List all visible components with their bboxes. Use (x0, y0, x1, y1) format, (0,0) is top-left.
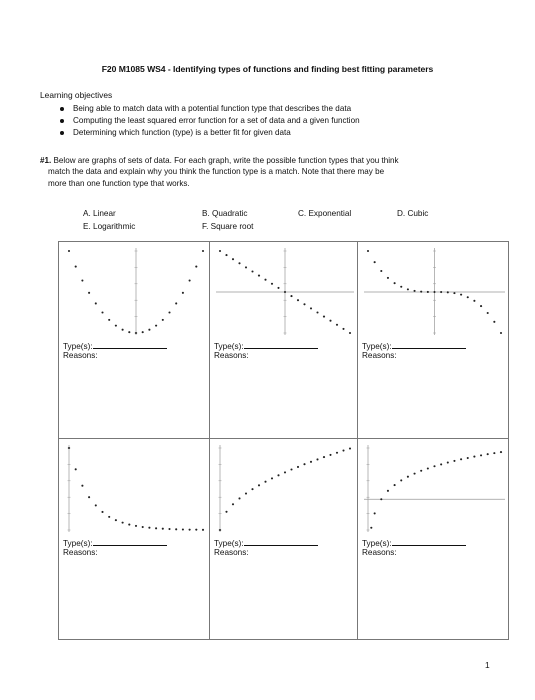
data-point (297, 299, 299, 301)
data-point (440, 291, 442, 293)
data-point (480, 305, 482, 307)
data-point (195, 529, 197, 531)
data-point (155, 325, 157, 327)
graph-cell-6 (358, 439, 509, 640)
data-point (387, 490, 389, 492)
data-point (81, 279, 83, 281)
data-point (407, 476, 409, 478)
data-point (303, 303, 305, 305)
data-point (329, 454, 331, 456)
option-a: A. Linear (83, 209, 116, 218)
data-point (380, 270, 382, 272)
data-point (175, 528, 177, 530)
data-point (407, 288, 409, 290)
data-point (342, 450, 344, 452)
graph-6 (358, 439, 508, 535)
data-point (128, 331, 130, 333)
data-point (277, 287, 279, 289)
data-point (290, 468, 292, 470)
data-point (95, 504, 97, 506)
data-point (323, 456, 325, 458)
data-point (245, 266, 247, 268)
data-point (433, 291, 435, 293)
data-point (342, 328, 344, 330)
data-point (81, 485, 83, 487)
data-point (122, 522, 124, 524)
data-point (251, 488, 253, 490)
data-point (460, 294, 462, 296)
data-point (219, 529, 221, 531)
objective-item: Being able to match data with a potential function type that describes the data (58, 103, 360, 115)
learning-objectives-list (58, 103, 360, 139)
data-point (175, 302, 177, 304)
data-point (440, 463, 442, 465)
data-point (380, 498, 382, 500)
option-c: C. Exponential (298, 209, 352, 218)
graph-cell-4 (58, 439, 210, 640)
type-label: Type(s): (362, 342, 392, 351)
graph-3-plot (358, 242, 509, 338)
data-point (460, 458, 462, 460)
data-point (400, 286, 402, 288)
data-point (414, 473, 416, 475)
data-point (453, 292, 455, 294)
data-point (487, 453, 489, 455)
option-b: B. Quadratic (202, 209, 248, 218)
data-point (284, 291, 286, 293)
reasons-label: Reasons: (63, 351, 98, 360)
data-point (122, 329, 124, 331)
data-point (108, 516, 110, 518)
graph-cell-2 (210, 241, 358, 439)
objective-item: Determining which function (type) is a better fit for given data (58, 127, 360, 139)
data-point (447, 462, 449, 464)
data-point (68, 250, 70, 252)
data-point (68, 447, 70, 449)
graph-3 (358, 242, 508, 338)
data-point (500, 451, 502, 453)
data-point (473, 456, 475, 458)
option-e: E. Logarithmic (83, 222, 136, 231)
data-point (297, 466, 299, 468)
data-point (162, 319, 164, 321)
data-point (336, 452, 338, 454)
graph-5-plot (210, 439, 358, 535)
learning-objectives-heading: Learning objectives (40, 90, 113, 100)
type-label: Type(s): (214, 539, 244, 548)
type-label: Type(s): (214, 342, 244, 351)
data-point (394, 484, 396, 486)
data-point (115, 519, 117, 521)
data-point (182, 292, 184, 294)
data-point (290, 295, 292, 297)
graph-5 (210, 439, 357, 535)
data-point (251, 270, 253, 272)
graph-cell-5 (210, 439, 358, 640)
type-answer-line[interactable] (392, 341, 466, 349)
data-point (232, 503, 234, 505)
data-point (349, 448, 351, 450)
reasons-label: Reasons: (214, 351, 249, 360)
data-point (467, 296, 469, 298)
data-point (271, 283, 273, 285)
question-1 (40, 155, 490, 189)
page-number: 1 (485, 660, 490, 670)
type-answer-line[interactable] (244, 341, 318, 349)
data-point (323, 316, 325, 318)
data-point (128, 524, 130, 526)
data-point (162, 528, 164, 530)
data-point (277, 474, 279, 476)
data-point (135, 332, 137, 334)
graph-4-plot (59, 439, 211, 535)
data-point (135, 525, 137, 527)
data-point (219, 250, 221, 252)
data-point (370, 527, 372, 529)
data-point (349, 332, 351, 334)
type-label: Type(s): (63, 539, 93, 548)
data-point (500, 332, 502, 334)
data-point (95, 302, 97, 304)
data-point (367, 250, 369, 252)
graph-4 (59, 439, 209, 535)
type-label: Type(s): (63, 342, 93, 351)
option-d: D. Cubic (397, 209, 429, 218)
reasons-label: Reasons: (362, 351, 397, 360)
data-point (189, 279, 191, 281)
graph-6-plot (358, 439, 509, 535)
data-point (447, 291, 449, 293)
question-number: #1. (40, 156, 52, 165)
data-point (467, 457, 469, 459)
data-point (108, 319, 110, 321)
question-text-line2: match the data and explain why you think the function type is a match. Note that there may be (48, 167, 385, 177)
data-point (148, 527, 150, 529)
data-point (480, 454, 482, 456)
data-point (284, 471, 286, 473)
data-point (420, 291, 422, 293)
data-point (473, 300, 475, 302)
data-point (195, 266, 197, 268)
option-f: F. Square root (202, 222, 254, 231)
data-point (329, 320, 331, 322)
data-point (316, 458, 318, 460)
data-point (394, 282, 396, 284)
data-point (258, 275, 260, 277)
data-point (101, 511, 103, 513)
question-text-line3: more than one function type that works. (48, 178, 190, 188)
data-point (75, 468, 77, 470)
graph-1-plot (59, 242, 211, 338)
graph-cell-3 (358, 241, 509, 439)
data-point (387, 277, 389, 279)
data-point (155, 527, 157, 529)
data-point (225, 511, 227, 513)
data-point (232, 258, 234, 260)
reasons-label: Reasons: (63, 548, 98, 557)
data-point (427, 291, 429, 293)
data-point (493, 321, 495, 323)
data-point (271, 477, 273, 479)
data-point (75, 266, 77, 268)
graph-cell-1 (58, 241, 210, 439)
reasons-label: Reasons: (214, 548, 249, 557)
data-point (310, 307, 312, 309)
data-point (202, 250, 204, 252)
data-point (148, 329, 150, 331)
data-point (264, 279, 266, 281)
data-point (88, 292, 90, 294)
data-point (374, 512, 376, 514)
data-point (310, 461, 312, 463)
data-point (189, 529, 191, 531)
data-point (493, 452, 495, 454)
graph-1 (59, 242, 209, 338)
data-point (101, 311, 103, 313)
data-point (414, 290, 416, 292)
reasons-label: Reasons: (362, 548, 397, 557)
data-point (336, 324, 338, 326)
worksheet-title: F20 M1085 WS4 - Identifying types of functions and finding best fitting parameters (101, 64, 434, 74)
type-answer-line[interactable] (93, 538, 167, 546)
data-point (316, 311, 318, 313)
data-point (453, 460, 455, 462)
data-point (264, 481, 266, 483)
graph-2-plot (210, 242, 358, 338)
data-point (420, 470, 422, 472)
data-point (115, 325, 117, 327)
question-text-line1: Below are graphs of sets of data. For each graph, write the possible function types that you think (53, 156, 399, 165)
data-point (168, 528, 170, 530)
data-point (168, 311, 170, 313)
type-answer-line[interactable] (392, 538, 466, 546)
type-label: Type(s): (362, 539, 392, 548)
data-point (400, 479, 402, 481)
data-point (487, 312, 489, 314)
data-point (202, 529, 204, 531)
type-answer-line[interactable] (244, 538, 318, 546)
data-point (142, 526, 144, 528)
graph-2 (210, 242, 357, 338)
type-answer-line[interactable] (93, 341, 167, 349)
data-point (427, 467, 429, 469)
data-point (258, 484, 260, 486)
data-point (374, 261, 376, 263)
objective-item: Computing the least squared error function for a set of data and a given function (58, 115, 360, 127)
data-point (245, 493, 247, 495)
data-point (142, 331, 144, 333)
data-point (182, 528, 184, 530)
data-point (433, 465, 435, 467)
graphs-table (58, 241, 509, 640)
data-point (88, 496, 90, 498)
data-point (225, 254, 227, 256)
data-point (303, 463, 305, 465)
data-point (238, 497, 240, 499)
data-point (238, 262, 240, 264)
